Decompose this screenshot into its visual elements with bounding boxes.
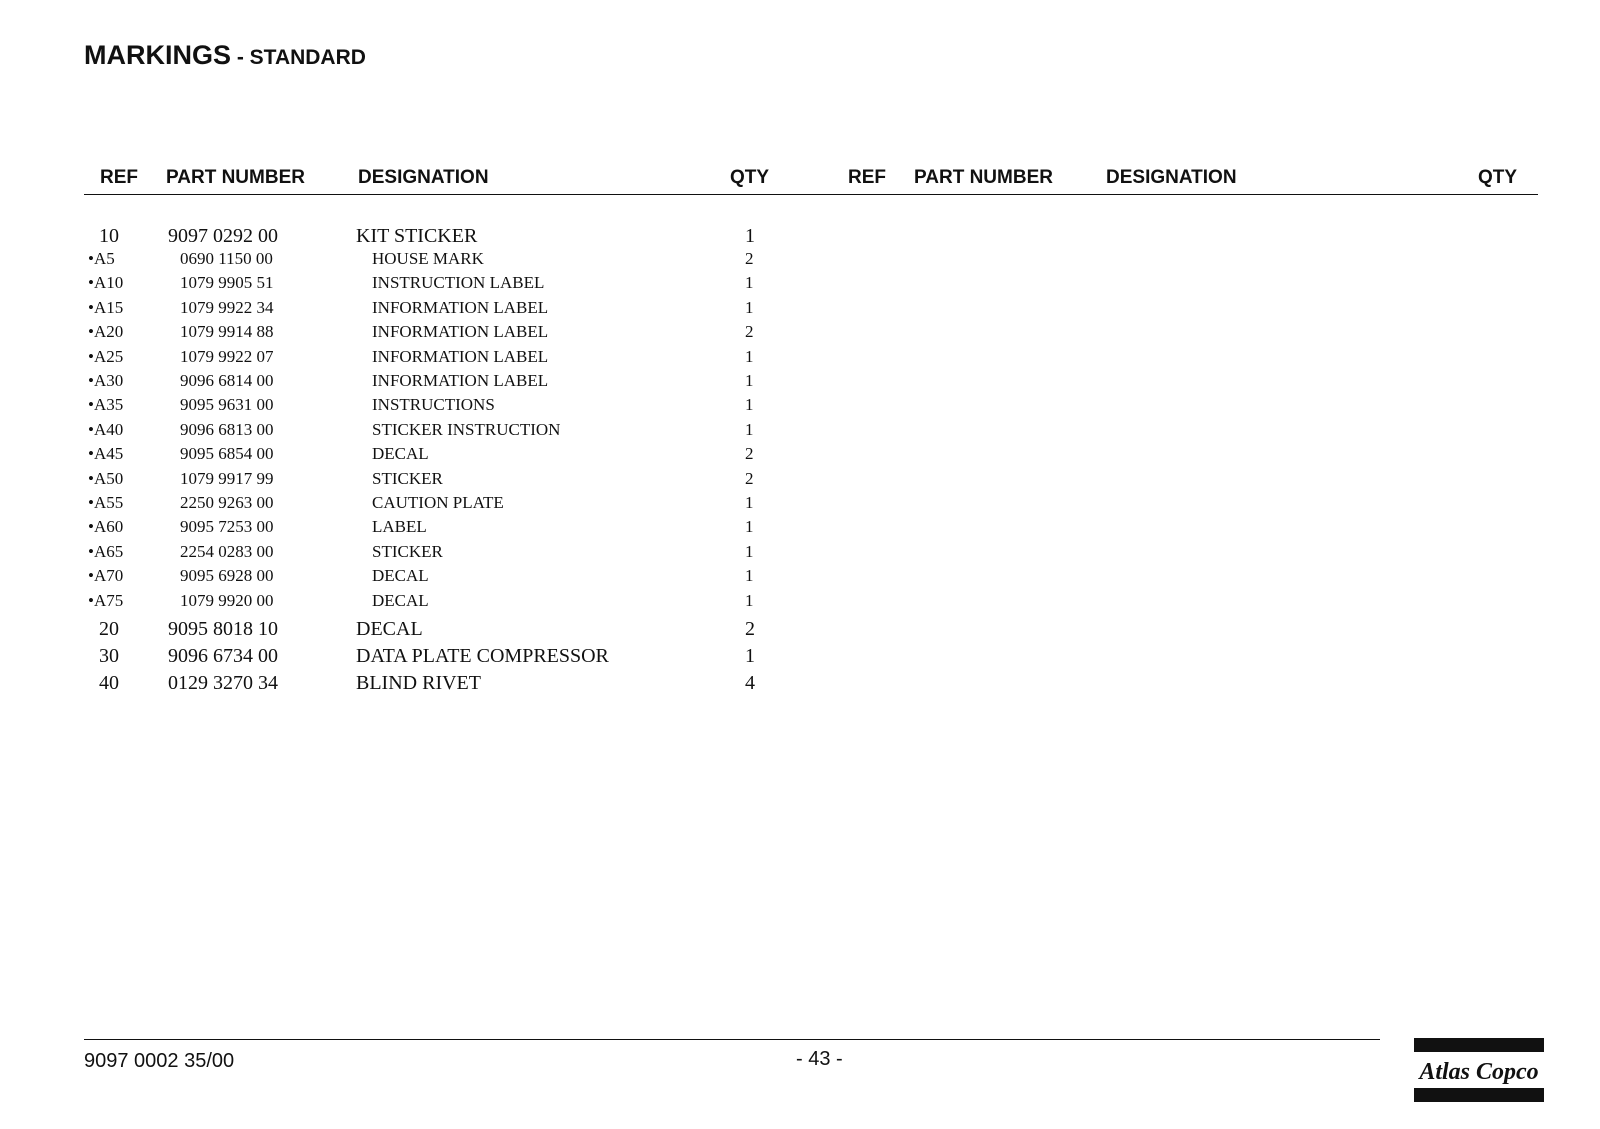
part-number-cell: 1079 9920 00 <box>180 590 274 610</box>
designation-cell: INFORMATION LABEL <box>372 346 549 366</box>
table-subrow <box>0 542 800 566</box>
designation-cell: LABEL <box>372 517 427 537</box>
ref-cell: •A35 <box>88 395 124 415</box>
part-number-cell: 9096 6814 00 <box>180 371 274 390</box>
table-subrow <box>0 371 800 395</box>
table-subrow <box>0 517 800 541</box>
document-number: 9097 0002 35/00 <box>84 1050 235 1072</box>
qty-cell: 1 <box>745 297 754 317</box>
logo-bar-bottom <box>1414 1088 1544 1102</box>
part-number-cell: 1079 9922 34 <box>180 297 274 317</box>
qty-cell: 1 <box>745 541 754 561</box>
header-part-number-left: PART NUMBER <box>166 167 305 188</box>
ref-cell: •A40 <box>88 419 124 439</box>
part-number-cell: 0129 3270 34 <box>168 671 278 694</box>
table-subrow <box>0 249 800 273</box>
part-number-cell: 1079 9905 51 <box>180 273 274 293</box>
part-number-cell: 1079 9914 88 <box>180 322 274 342</box>
page-number: - 43 - <box>796 1048 843 1070</box>
part-number-cell: 2254 0283 00 <box>180 541 274 561</box>
designation-cell: INSTRUCTIONS <box>372 395 495 415</box>
atlas-copco-logo <box>1414 1038 1544 1102</box>
qty-cell: 1 <box>745 371 754 390</box>
table-subrow <box>0 298 800 322</box>
designation-cell: DECAL <box>372 590 429 610</box>
table-subrow <box>0 347 800 371</box>
qty-cell: 2 <box>745 249 754 268</box>
ref-cell: •A5 <box>88 249 115 268</box>
qty-cell: 4 <box>745 671 755 694</box>
part-number-cell: 9096 6734 00 <box>168 644 278 667</box>
page-title <box>84 40 366 71</box>
table-row <box>0 645 800 671</box>
designation-cell: DECAL <box>356 617 423 640</box>
qty-cell: 1 <box>745 644 755 667</box>
part-number-cell: 1079 9922 07 <box>180 346 274 366</box>
qty-cell: 1 <box>745 590 754 610</box>
page-title-sub: - STANDARD <box>231 46 366 69</box>
ref-cell: 20 <box>99 617 119 640</box>
table-subrow <box>0 273 800 297</box>
table-subrow <box>0 591 800 615</box>
ref-cell: 10 <box>99 225 119 247</box>
designation-cell: DECAL <box>372 566 429 586</box>
header-part-number-right: PART NUMBER <box>914 167 1053 188</box>
designation-cell: DECAL <box>372 444 429 464</box>
header-ref-right: REF <box>848 167 886 188</box>
designation-cell: DATA PLATE COMPRESSOR <box>356 644 609 667</box>
qty-cell: 2 <box>745 444 754 464</box>
ref-cell: •A60 <box>88 517 124 537</box>
part-number-cell: 2250 9263 00 <box>180 493 274 512</box>
part-number-cell: 9095 6928 00 <box>180 566 274 586</box>
designation-cell: INFORMATION LABEL <box>372 322 549 342</box>
part-number-cell: 9095 6854 00 <box>180 444 274 464</box>
qty-cell: 1 <box>745 493 754 512</box>
designation-cell: INFORMATION LABEL <box>372 371 549 390</box>
table-subrow <box>0 566 800 590</box>
qty-cell: 1 <box>745 225 755 247</box>
qty-cell: 1 <box>745 419 754 439</box>
designation-cell: STICKER <box>372 468 443 488</box>
part-number-cell: 9096 6813 00 <box>180 419 274 439</box>
ref-cell: 40 <box>99 671 119 694</box>
table-subrow <box>0 420 800 444</box>
designation-cell: BLIND RIVET <box>356 671 481 694</box>
page-title-main: MARKINGS <box>84 40 231 70</box>
part-number-cell: 0690 1150 00 <box>180 249 273 268</box>
table-subrow <box>0 493 800 517</box>
ref-cell: •A10 <box>88 273 124 293</box>
part-number-cell: 9095 7253 00 <box>180 517 274 537</box>
ref-cell: •A50 <box>88 468 124 488</box>
header-qty-left: QTY <box>730 167 770 188</box>
designation-cell: INFORMATION LABEL <box>372 297 549 317</box>
logo-wordmark <box>1414 1052 1544 1088</box>
qty-cell: 1 <box>745 346 754 366</box>
ref-cell: •A20 <box>88 322 124 342</box>
header-designation-left: DESIGNATION <box>358 167 489 188</box>
ref-cell: •A30 <box>88 371 124 390</box>
designation-cell: STICKER INSTRUCTION <box>372 419 561 439</box>
qty-cell: 2 <box>745 468 754 488</box>
designation-cell: CAUTION PLATE <box>372 493 504 512</box>
table-subrow <box>0 469 800 493</box>
qty-cell: 1 <box>745 566 754 586</box>
ref-cell: •A15 <box>88 297 124 317</box>
svg-text:Atlas Copco: Atlas Copco <box>1419 1059 1539 1085</box>
logo-bar-top <box>1414 1038 1544 1052</box>
part-number-cell: 9095 8018 10 <box>168 617 278 640</box>
qty-cell: 1 <box>745 517 754 537</box>
qty-cell: 2 <box>745 617 755 640</box>
ref-cell: •A45 <box>88 444 124 464</box>
part-number-cell: 1079 9917 99 <box>180 468 274 488</box>
header-designation-right: DESIGNATION <box>1106 167 1237 188</box>
part-number-cell: 9095 9631 00 <box>180 395 274 415</box>
table-row <box>0 672 800 698</box>
table-subrow <box>0 322 800 346</box>
designation-cell: STICKER <box>372 541 443 561</box>
table-subrow <box>0 444 800 468</box>
ref-cell: 30 <box>99 644 119 667</box>
ref-cell: •A55 <box>88 493 124 512</box>
header-divider <box>84 194 1538 195</box>
footer-divider <box>84 1039 1380 1040</box>
header-qty-right: QTY <box>1478 167 1518 188</box>
designation-cell: HOUSE MARK <box>372 249 484 268</box>
qty-cell: 1 <box>745 273 754 293</box>
ref-cell: •A70 <box>88 566 124 586</box>
table-row <box>0 618 800 644</box>
ref-cell: •A75 <box>88 590 124 610</box>
ref-cell: •A65 <box>88 541 124 561</box>
designation-cell: INSTRUCTION LABEL <box>372 273 545 293</box>
ref-cell: •A25 <box>88 346 124 366</box>
part-number-cell: 9097 0292 00 <box>168 225 278 247</box>
qty-cell: 2 <box>745 322 754 342</box>
designation-cell: KIT STICKER <box>356 225 478 247</box>
qty-cell: 1 <box>745 395 754 415</box>
header-ref-left: REF <box>100 167 138 188</box>
table-row <box>0 225 800 251</box>
table-subrow <box>0 395 800 419</box>
